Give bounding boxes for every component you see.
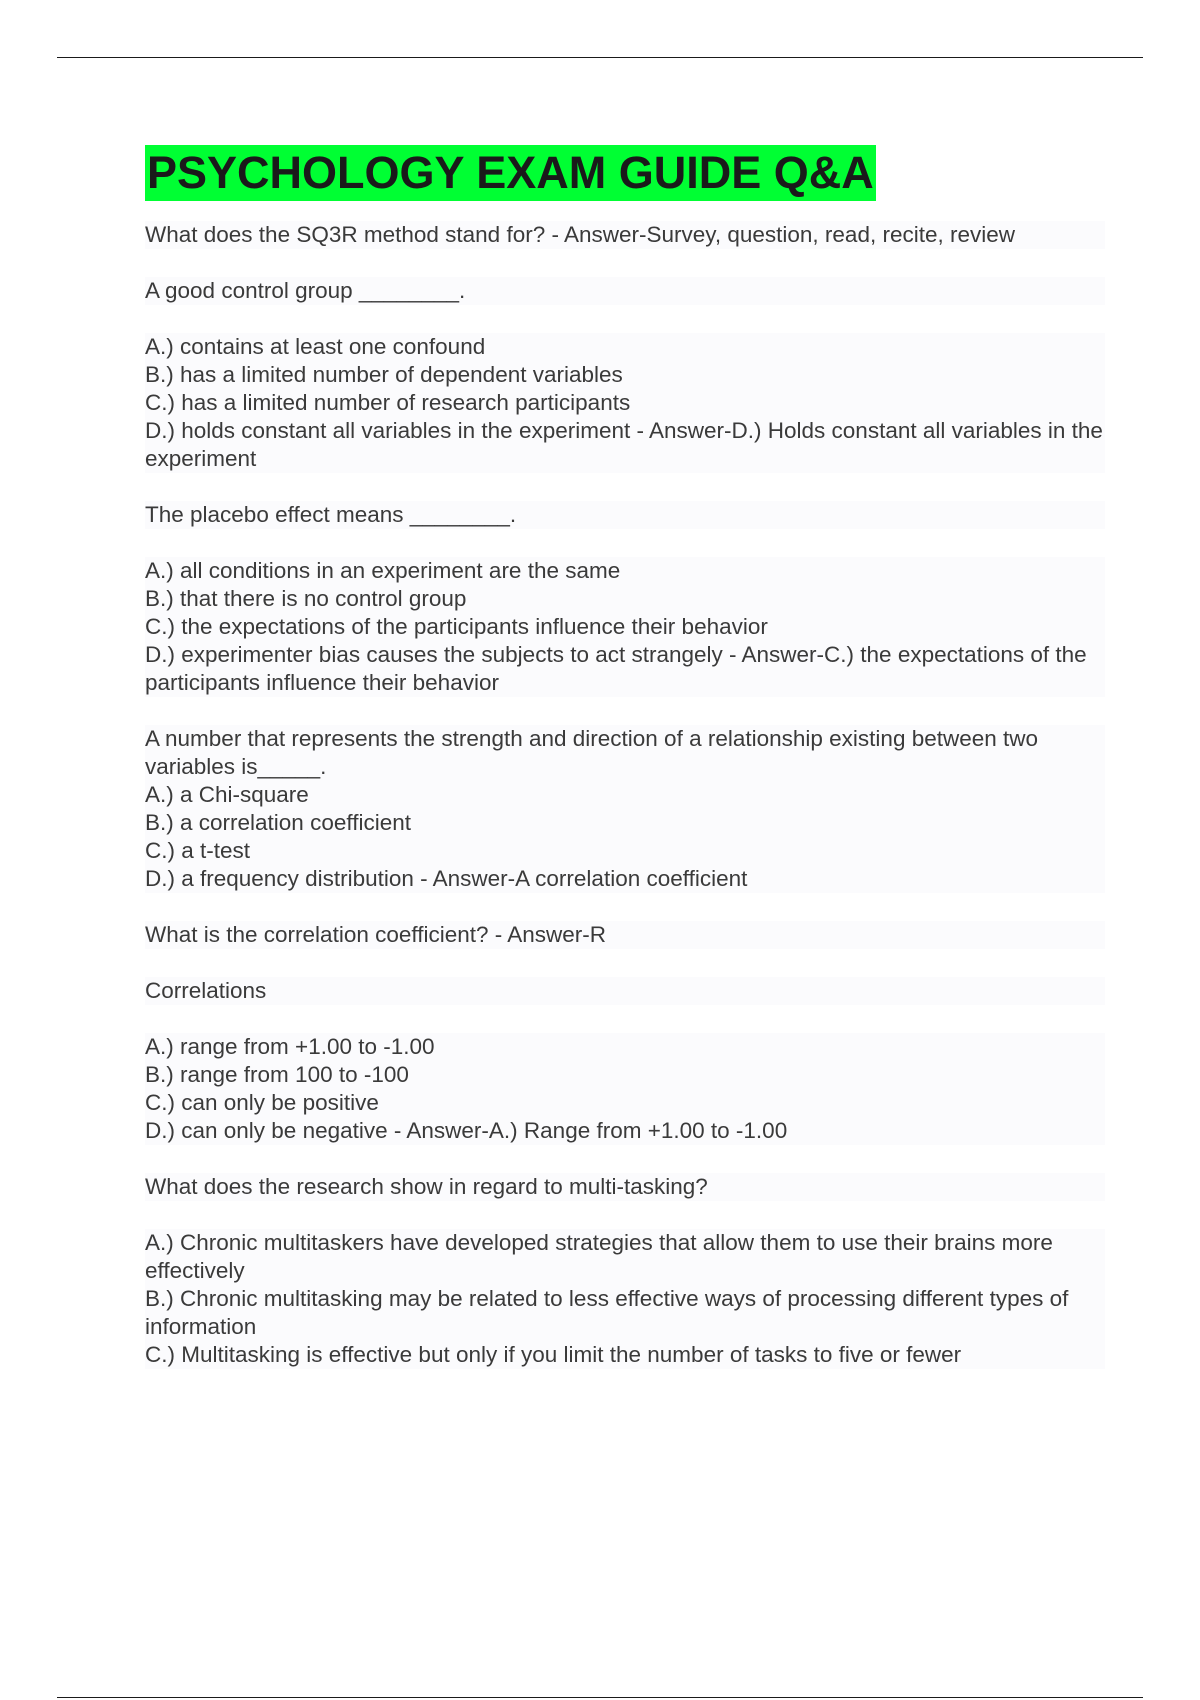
option-line: C.) the expectations of the participants influence their behavior [145,614,768,639]
page-title: PSYCHOLOGY EXAM GUIDE Q&A [145,145,876,201]
option-line: B.) a correlation coefficient [145,810,411,835]
option-line: A.) range from +1.00 to -1.00 [145,1034,435,1059]
option-line: D.) experimenter bias causes the subjects to act strangely - Answer-C.) the expectations of the participants influence their behavior [145,642,1087,695]
qa-block-sq3r [145,221,1105,249]
option-line: B.) that there is no control group [145,586,467,611]
option-line: A.) Chronic multitaskers have developed strategies that allow them to use their brains more effectively [145,1230,1053,1283]
option-line: C.) can only be positive [145,1090,379,1115]
text-line: Correlations [145,978,267,1003]
option-line: D.) a frequency distribution - Answer-A correlation coefficient [145,866,748,891]
text-line: What does the SQ3R method stand for? - Answer-Survey, question, read, recite, review [145,222,1015,247]
option-line: C.) Multitasking is effective but only if you limit the number of tasks to five or fewer [145,1342,962,1367]
option-line: A.) contains at least one confound [145,334,486,359]
top-rule [57,57,1143,58]
options-control-group [145,333,1105,473]
option-line: B.) range from 100 to -100 [145,1062,409,1087]
options-correlations [145,1033,1105,1145]
qa-block-correlation-coefficient [145,921,1105,949]
option-line: B.) has a limited number of dependent variables [145,362,623,387]
option-line: A.) all conditions in an experiment are the same [145,558,621,583]
question-correlations [145,977,1105,1005]
bottom-rule [57,1697,1143,1698]
option-line: C.) has a limited number of research participants [145,390,631,415]
text-line: What is the correlation coefficient? - Answer-R [145,922,607,947]
options-placebo-effect [145,557,1105,697]
option-line: D.) can only be negative - Answer-A.) Range from +1.00 to -1.00 [145,1118,788,1143]
question-multitasking [145,1173,1105,1201]
option-line: D.) holds constant all variables in the experiment - Answer-D.) Holds constant all variables in the experiment [145,418,1103,471]
option-line: A.) a Chi-square [145,782,309,807]
text-line: A good control group ________. [145,278,466,303]
options-multitasking [145,1229,1105,1369]
option-line: B.) Chronic multitasking may be related to less effective ways of processing different types of information [145,1286,1069,1339]
option-line: C.) a t-test [145,838,251,863]
text-line: What does the research show in regard to multi-tasking? [145,1174,708,1199]
question-control-group [145,277,1105,305]
question-line: A number that represents the strength and direction of a relationship existing between two variables is_____. [145,726,1039,779]
qa-block-correlation-strength [145,725,1105,893]
question-placebo-effect [145,501,1105,529]
text-line: The placebo effect means ________. [145,502,517,527]
document-body [145,145,1105,1397]
